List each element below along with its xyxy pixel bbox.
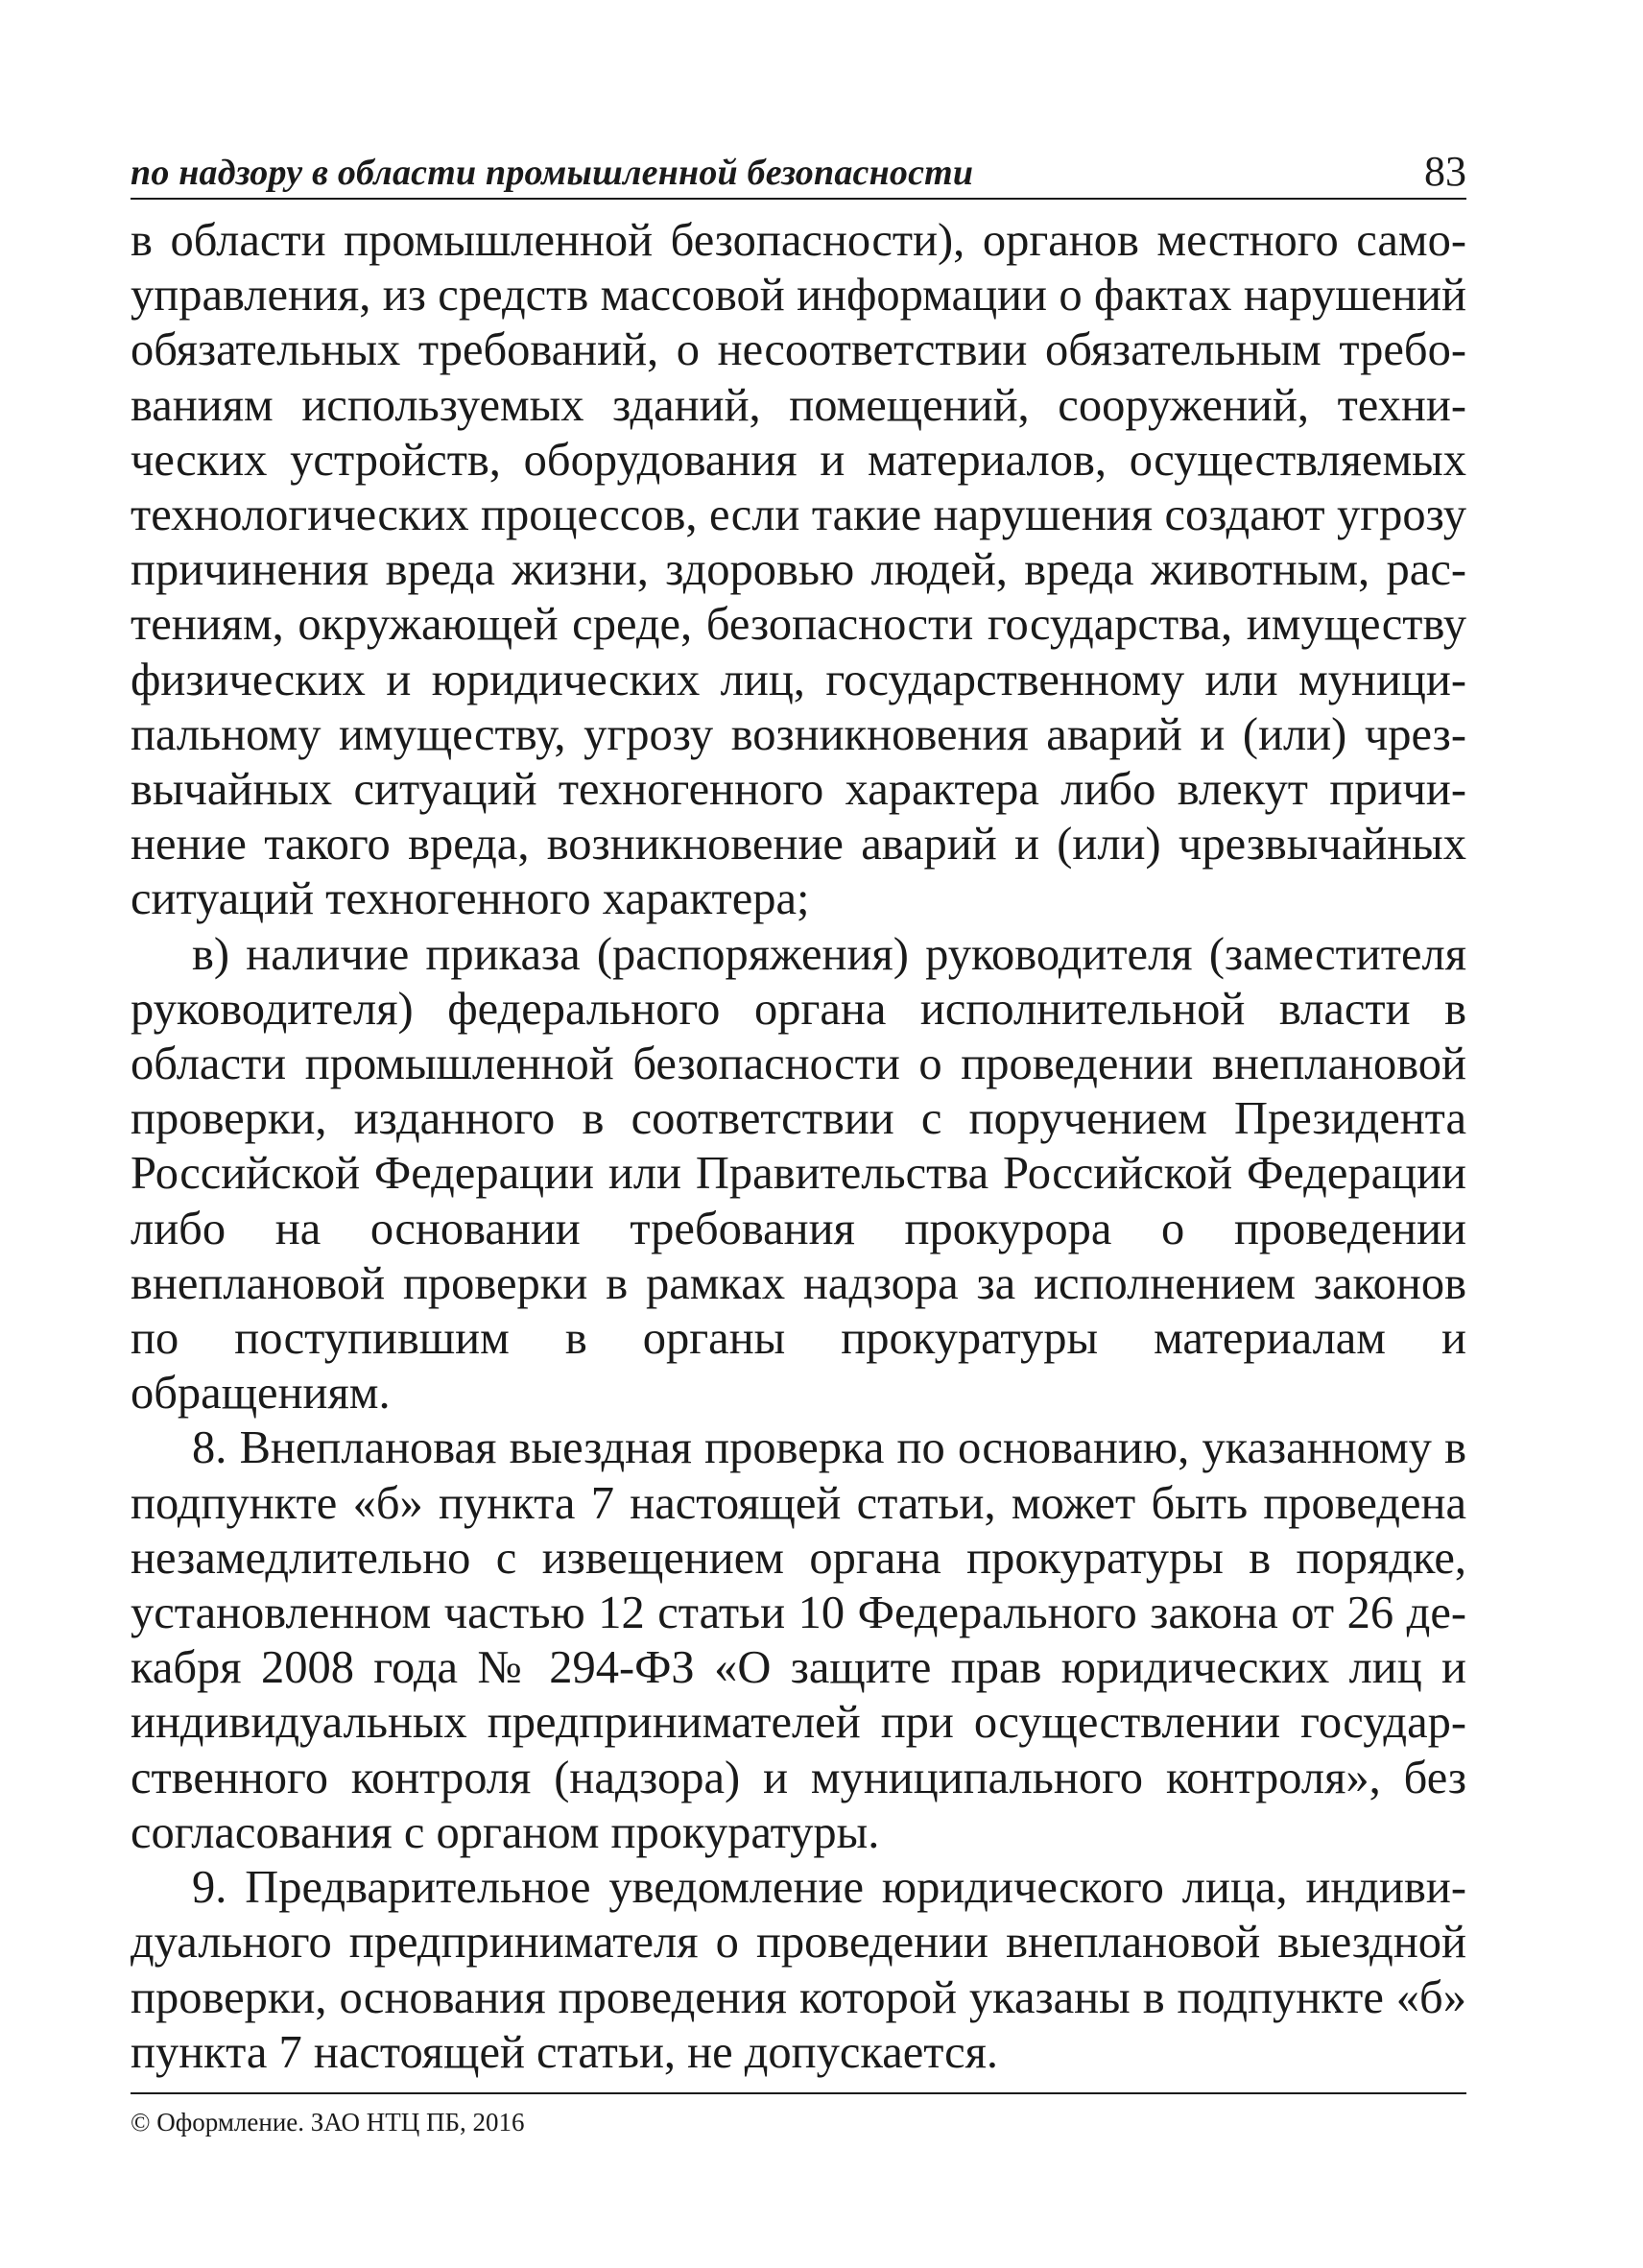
paragraph-item-8: 8. Внеплановая выездная проверка по основанию, указанному в подпункте «б» пункта 7 настоящей статьи, может быть проведена незамедлительно с извещением органа прокуратуры в порядке, установленном частью 12 статьи 10 Федерального закона от 26 декабря 2008 года № 294-ФЗ «О защите прав юридических лиц и индивидуальных предпринимателей при осуществлении государственного контроля (надзора) и муниципального контроля», без согласования с органом прокуратуры. (131, 1422, 1466, 1858)
body-text (131, 213, 1466, 2080)
running-header (131, 144, 1466, 200)
footer (131, 2092, 1466, 2137)
running-title: по надзору в области промышленной безопасности (131, 153, 974, 193)
paragraph-item-v: в) наличие приказа (распоряжения) руководителя (заместителя руководителя) федерального органа исполнительной власти в области промышленной безопасности о проведении внеплановой проверки, изданного в соответствии с поручением Президента Российской Федерации или Правительства Российской Федерации либо на основании требования прокурора о проведении внеплановой проверки в рамках надзора за исполнением законов по поступившим в органы прокуратуры материалам и обращениям. (131, 928, 1466, 1420)
page-number: 83 (1424, 148, 1466, 195)
paragraph-item-9: 9. Предварительное уведомление юридического лица, индивидуального предпринимателя о проведении внеплановой выездной проверки, основания проведения которой указаны в подпункте «б» пункта 7 настоящей статьи, не допускается. (131, 1862, 1466, 2078)
copyright-notice: © Оформление. ЗАО НТЦ ПБ, 2016 (131, 2108, 525, 2137)
paragraph-continuation: в области промышленной безопасности), органов местного самоуправления, из средств массовой информации о фактах нарушений обязательных требований, о несоответствии обязательным требованиям используемых зданий, помещений, сооружений, технических устройств, оборудования и материалов, осуществляемых технологических процессов, если такие нарушения создают угрозу причинения вреда жизни, здоровью людей, вреда животным, растениям, окружающей среде, безопасности государства, имуществу физических и юридических лиц, государственному или муниципальному имуществу, угрозу возникновения аварий и (или) чрезвычайных ситуаций техногенного характера либо влекут причинение такого вреда, возникновение аварий и (или) чрезвычайных ситуаций техногенного характера; (131, 215, 1466, 925)
